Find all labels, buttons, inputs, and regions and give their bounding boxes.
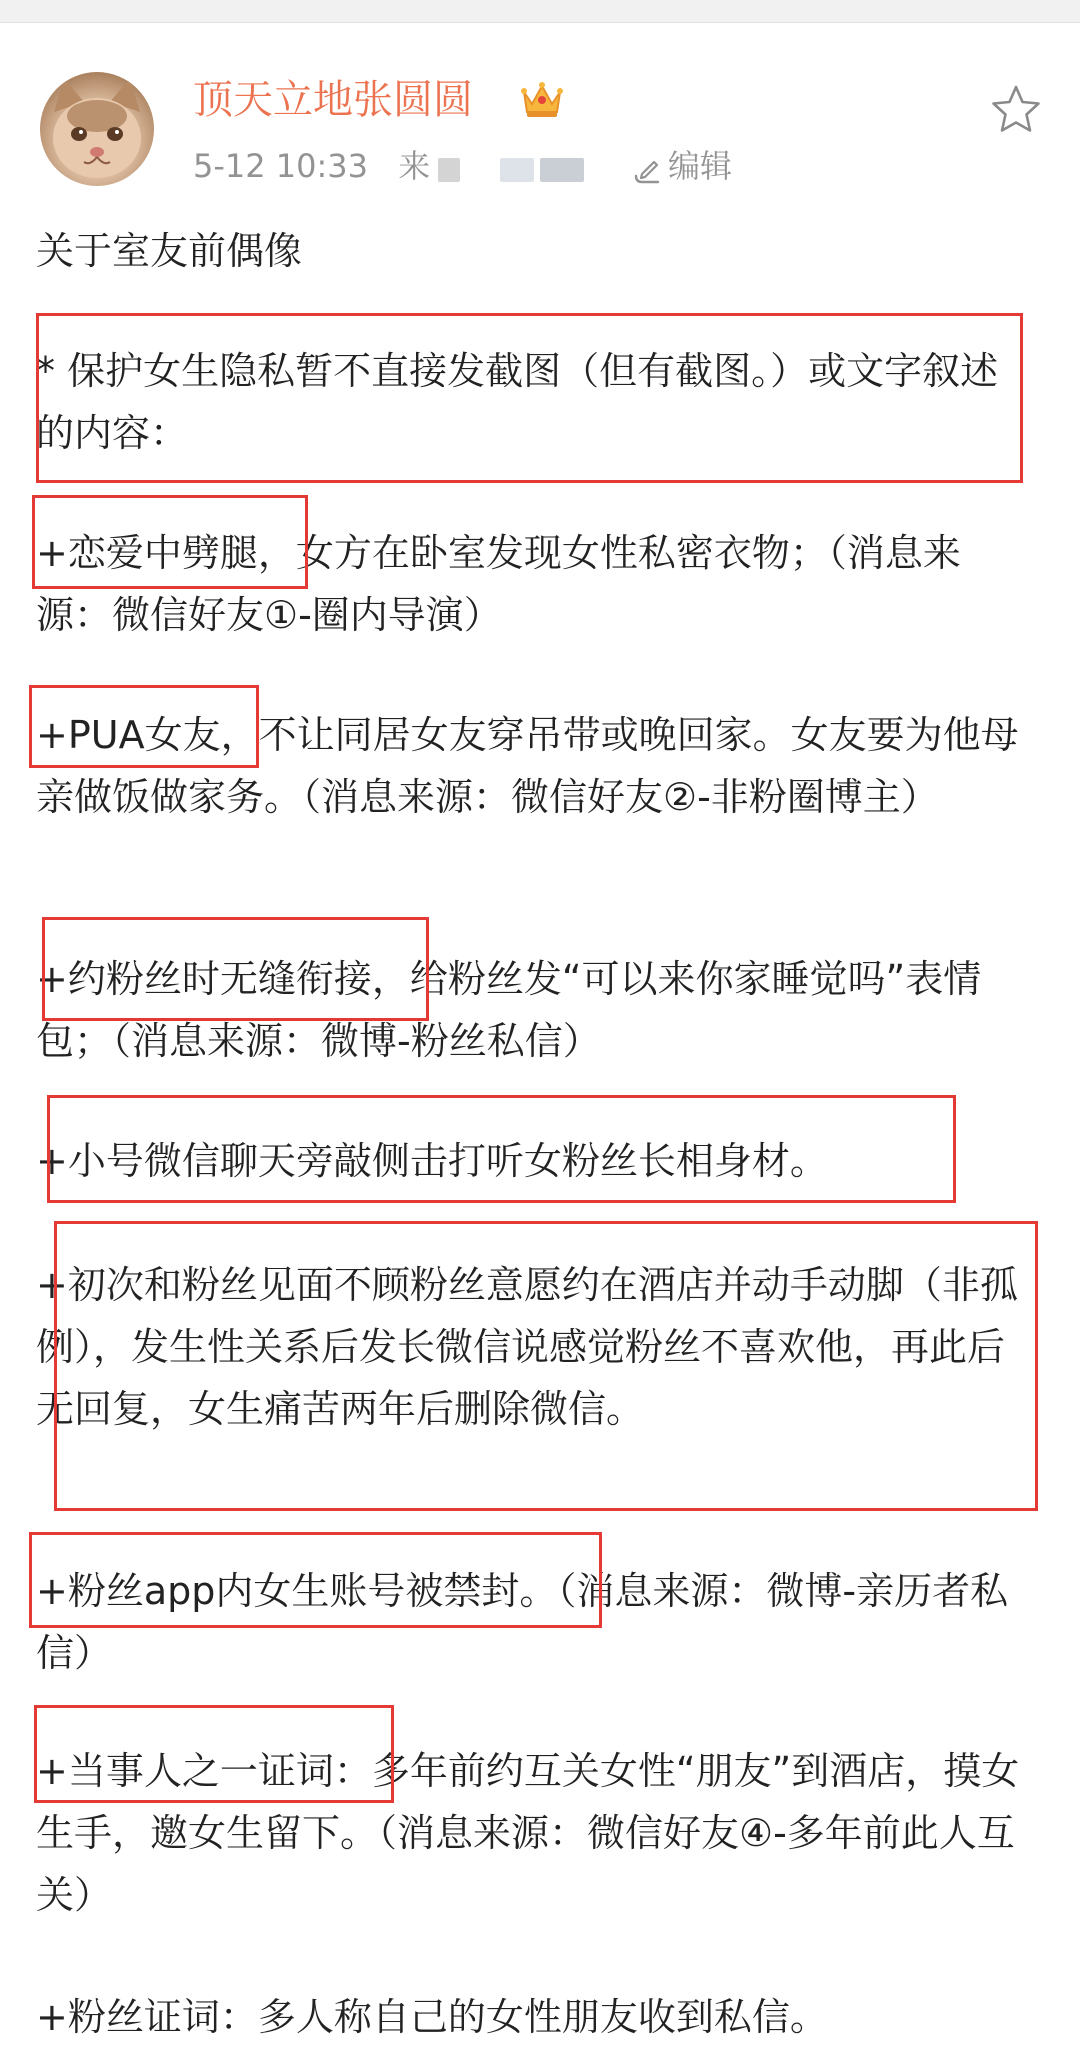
post-time: 5-12 10:33 (193, 147, 369, 185)
post-paragraph: +约粉丝时无缝衔接，给粉丝发“可以来你家睡觉吗”表情包；（消息来源：微博-粉丝私信） (36, 957, 982, 1063)
post-paragraph: +小号微信聊天旁敲侧击打听女粉丝长相身材。 (36, 1139, 828, 1183)
post-source-prefix: 来 (398, 147, 431, 185)
author-avatar[interactable] (40, 72, 154, 186)
post-paragraph: +初次和粉丝见面不顾粉丝意愿约在酒店并动手动脚（非孤例），发生性关系后发长微信说感觉粉丝不喜欢他，再此后无回复，女生痛苦两年后删除微信。 (36, 1263, 1018, 1431)
source-redacted (500, 158, 534, 182)
post-paragraph: +粉丝app内女生账号被禁封。（消息来源：微博-亲历者私信） (36, 1569, 1009, 1675)
edit-icon[interactable] (632, 156, 662, 186)
post-paragraph: +粉丝证词：多人称自己的女性朋友收到私信。 (36, 1995, 828, 2039)
post-title: 关于室友前偶像 (36, 229, 303, 273)
crown-icon (520, 78, 564, 120)
post-paragraph: +恋爱中劈腿，女方在卧室发现女性私密衣物；（消息来源：微信好友①-圈内导演） (36, 531, 961, 637)
source-redacted (540, 158, 584, 182)
star-icon[interactable] (990, 84, 1042, 134)
source-redacted (438, 158, 460, 182)
post-paragraph: +PUA女友，不让同居女友穿吊带或晚回家。女友要为他母亲做饭做家务。（消息来源：微信好友②-非粉圈博主） (36, 713, 1019, 819)
author-name[interactable]: 顶天立地张圆圆 (193, 77, 473, 123)
cat-avatar-image (40, 72, 154, 186)
post-paragraph: +当事人之一证词：多年前约互关女性“朋友”到酒店，摸女生手，邀女生留下。（消息来源：微信好友④-多年前此人互关） (36, 1749, 1020, 1917)
post-paragraph: * 保护女生隐私暂不直接发截图（但有截图。）或文字叙述的内容： (36, 349, 999, 455)
post-meta (193, 144, 430, 188)
edit-label[interactable]: 编辑 (668, 147, 733, 185)
top-bar (0, 0, 1080, 23)
